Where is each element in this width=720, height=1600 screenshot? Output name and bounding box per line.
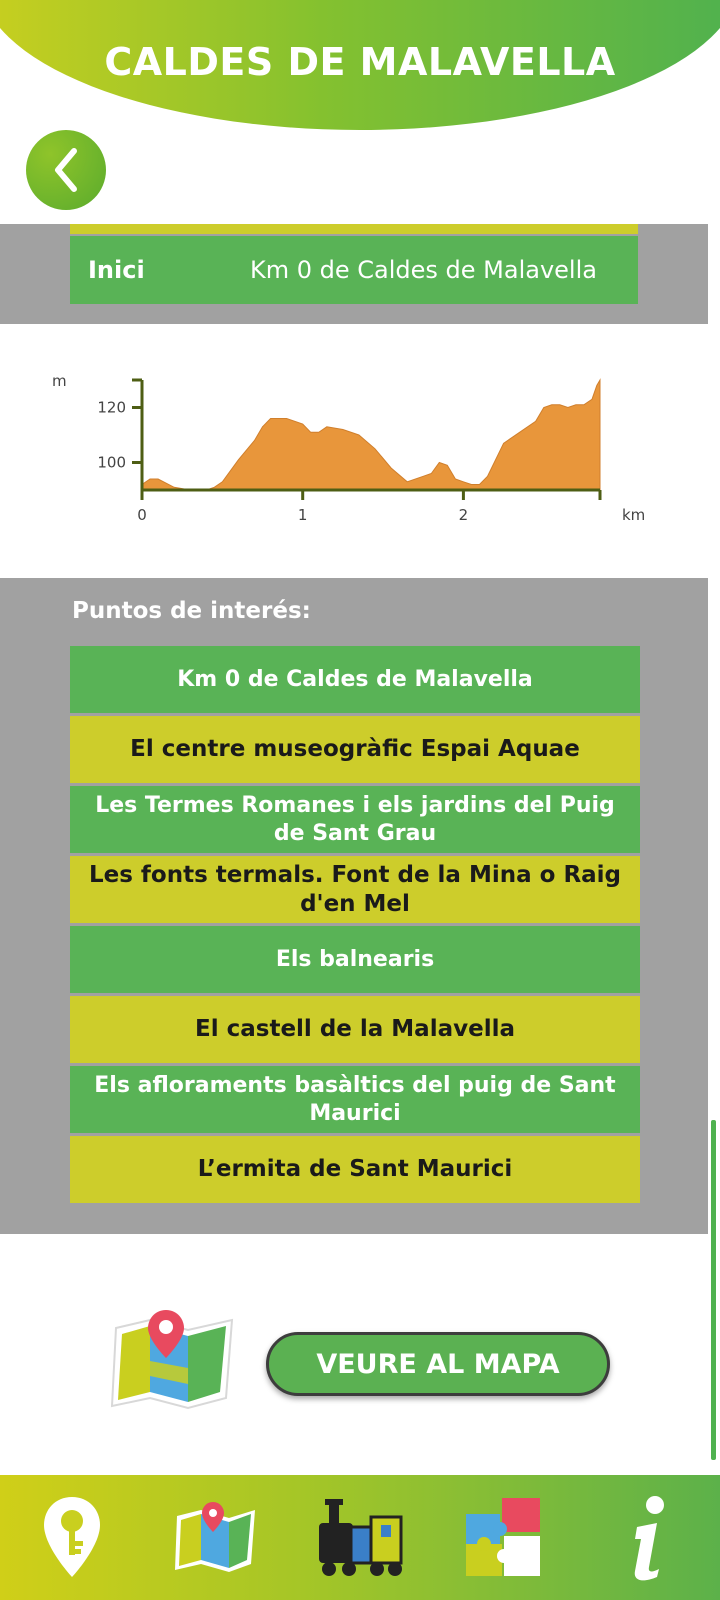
bottom-nav xyxy=(0,1475,720,1600)
x-tick-label: 2 xyxy=(458,506,469,524)
y-axis-label: m xyxy=(52,372,67,390)
puzzle-icon xyxy=(462,1496,546,1580)
info-label: Inici xyxy=(88,256,145,284)
key-location-icon xyxy=(37,1493,107,1583)
view-map-button[interactable]: VEURE AL MAPA xyxy=(266,1332,610,1396)
poi-item[interactable]: L’ermita de Sant Maurici xyxy=(70,1136,640,1203)
scrollbar[interactable] xyxy=(711,1120,716,1460)
poi-item[interactable]: Els balnearis xyxy=(70,926,640,993)
info-block xyxy=(0,224,708,324)
info-icon xyxy=(623,1493,673,1583)
nav-train[interactable] xyxy=(310,1488,410,1588)
header xyxy=(0,0,720,130)
info-value: Km 0 de Caldes de Malavella xyxy=(250,256,597,284)
nav-map[interactable] xyxy=(166,1488,266,1588)
poi-item[interactable]: El centre museogràfic Espai Aquae xyxy=(70,716,640,783)
train-icon xyxy=(315,1495,405,1581)
elevation-area xyxy=(142,380,600,490)
nav-puzzle[interactable] xyxy=(454,1488,554,1588)
page-title: CALDES DE MALAVELLA xyxy=(104,40,616,84)
elevation-chart xyxy=(40,370,660,540)
nav-key-location[interactable] xyxy=(22,1488,122,1588)
poi-list xyxy=(70,646,640,1203)
x-axis-label: km xyxy=(622,506,646,524)
map-pin-illustration-icon xyxy=(108,1306,238,1416)
y-tick-label: 120 xyxy=(97,398,126,417)
back-button[interactable] xyxy=(26,130,106,210)
info-strip xyxy=(70,224,638,234)
poi-item[interactable]: Km 0 de Caldes de Malavella xyxy=(70,646,640,713)
poi-heading: Puntos de interés: xyxy=(72,598,311,624)
poi-item[interactable]: Les Termes Romanes i els jardins del Puig de Sant Grau xyxy=(70,786,640,853)
y-tick-label: 100 xyxy=(97,453,126,472)
nav-info[interactable] xyxy=(598,1488,698,1588)
x-tick-label: 1 xyxy=(297,506,308,524)
points-of-interest xyxy=(0,578,708,1234)
poi-item[interactable]: Les fonts termals. Font de la Mina o Raig d'en Mel xyxy=(70,856,640,923)
poi-item[interactable]: Els afloraments basàltics del puig de Sant Maurici xyxy=(70,1066,640,1133)
x-tick-label: 0 xyxy=(137,506,147,524)
map-icon xyxy=(173,1500,259,1576)
info-row-start xyxy=(70,236,638,304)
poi-item[interactable]: El castell de la Malavella xyxy=(70,996,640,1063)
chevron-left-icon xyxy=(46,145,86,195)
